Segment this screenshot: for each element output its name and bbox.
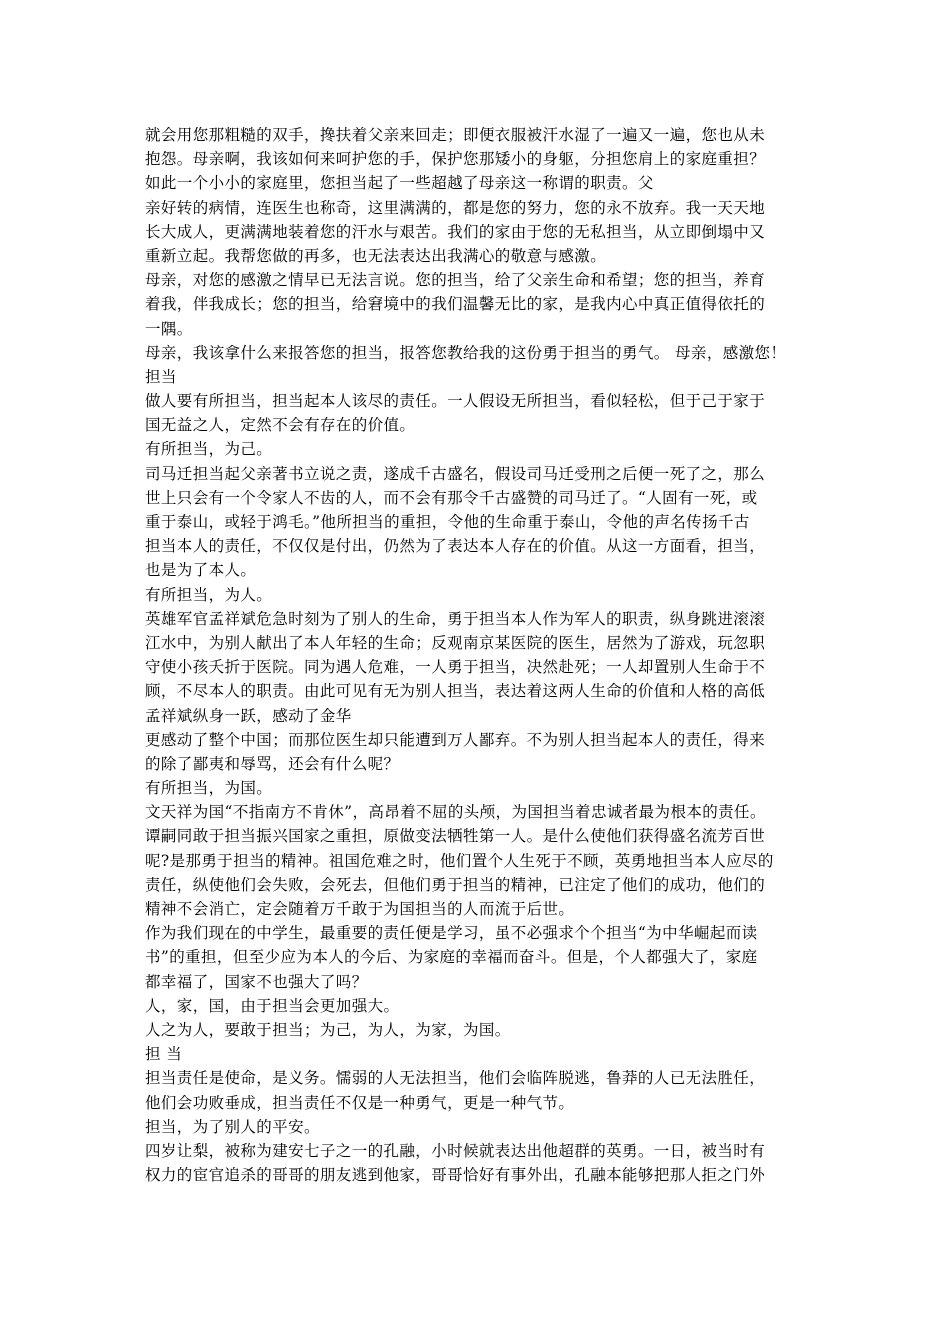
text-line: 书”的重担，但至少应为本人的今后、为家庭的幸福而奋斗。但是，个人都强大了，家庭 bbox=[145, 948, 758, 967]
text-line: 重新立起。我帮您做的再多，也无法表达出我满心的敬意与感激。 bbox=[145, 246, 607, 265]
text-line: 重于泰山，或轻于鸿毛。”他所担当的重担，令他的生命重于泰山，令他的声名传扬千古 bbox=[145, 513, 750, 531]
text-line: 孟祥斌纵身一跃，感动了金华 bbox=[145, 706, 352, 725]
text-line: 担当，为了别人的平安。 bbox=[145, 1117, 320, 1136]
text-line: 的除了鄙夷和辱骂，还会有什么呢？ bbox=[145, 754, 400, 773]
text-line: 谭嗣同敢于担当振兴国家之重担，原做变法牺牲第一人。是什么使他们获得盛名流芳百世 bbox=[145, 827, 766, 846]
text-line: 他们会功败垂成，担当责任不仅是一种勇气，更是一种气节。 bbox=[145, 1093, 575, 1112]
text-line: 抱怨。母亲啊，我该如何来呵护您的手，保护您那矮小的身躯，分担您肩上的家庭重担？ bbox=[145, 150, 766, 169]
text-line: 顾，不尽本人的职责。由此可见有无为别人担当，表达着这两人生命的价值和人格的高低 bbox=[145, 682, 766, 701]
text-line: 国无益之人，定然不会有存在的价值。 bbox=[145, 416, 416, 435]
text-line: 如此一个小小的家庭里，您担当起了一些超越了母亲这一称谓的职责。父 bbox=[145, 174, 654, 193]
text-line: 责任，纵使他们会失败，会死去，但他们勇于担当的精神，已注定了他们的成功，他们的 bbox=[145, 875, 766, 894]
text-line: 世上只会有一个令家人不齿的人，而不会有那令千古盛赞的司马迁了。“人固有一死，或 bbox=[145, 488, 758, 507]
text-line: 一隅。 bbox=[145, 319, 193, 338]
text-line: 着我，伴我成长；您的担当，给窘境中的我们温馨无比的家，是我内心中真正值得依托的 bbox=[145, 295, 766, 314]
text-line: 也是为了本人。 bbox=[145, 561, 257, 580]
text-line: 就会用您那粗糙的双手，搀扶着父亲来回走；即便衣服被汗水湿了一遍又一遍，您也从未 bbox=[145, 126, 766, 144]
text-line: 呢?是那勇于担当的精神。祖国危难之时，他们置个人生死于不顾，英勇地担当本人应尽的 bbox=[145, 851, 774, 870]
text-line: 人之为人，要敢于担当；为己，为人，为家，为国。 bbox=[145, 1020, 511, 1039]
text-line: 担当本人的责任，不仅仅是付出，仍然为了表达本人存在的价值。从这一方面看，担当， bbox=[145, 537, 766, 556]
text-line: 英雄军官孟祥斌危急时刻为了别人的生命，勇于担当本人作为军人的职责，纵身跳进滚滚 bbox=[145, 609, 766, 628]
text-line: 都幸福了，国家不也强大了吗？ bbox=[145, 972, 368, 991]
text-line: 有所担当，为己。 bbox=[145, 440, 273, 459]
text-line: 作为我们现在的中学生，最重要的责任便是学习，虽不必强求个个担当“为中华崛起而读 bbox=[145, 924, 758, 943]
text-line: 有所担当，为国。 bbox=[145, 779, 273, 798]
text-line: 有所担当，为人。 bbox=[145, 585, 273, 604]
text-line: 文天祥为国“不指南方不肯休”，高昂着不屈的头颅，为国担当着忠诚者最为根本的责任。 bbox=[145, 803, 766, 822]
text-line: 江水中，为别人献出了本人年轻的生命；反观南京某医院的医生，居然为了游戏，玩忽职 bbox=[145, 633, 766, 652]
text-line: 母亲，对您的感激之情早已无法言说。您的担当，给了父亲生命和希望；您的担当，养育 bbox=[145, 271, 766, 290]
text-line: 精神不会消亡，定会随着万千敢于为国担当的人而流于后世。 bbox=[145, 900, 575, 918]
text-line: 母亲，我该拿什么来报答您的担当，报答您教给我的这份勇于担当的勇气。 母亲，感激您！ bbox=[145, 343, 787, 362]
text-line: 权力的宦官追杀的哥哥的朋友逃到他家，哥哥恰好有事外出，孔融本能够把那人拒之门外 bbox=[145, 1166, 766, 1185]
text-line: 担 当 bbox=[145, 1045, 183, 1064]
text-line: 做人要有所担当，担当起本人该尽的责任。一人假设无所担当，看似轻松，但于己于家于 bbox=[145, 392, 766, 411]
text-line: 四岁让梨，被称为建安七子之一的孔融，小时候就表达出他超群的英勇。一日，被当时有 bbox=[145, 1141, 766, 1160]
text-line: 担当 bbox=[145, 367, 177, 386]
text-line: 长大成人，更满满地装着您的汗水与艰苦。我们的家由于您的无私担当，从立即倒塌中又 bbox=[145, 222, 766, 241]
text-line: 人，家，国，由于担当会更加强大。 bbox=[145, 996, 400, 1015]
text-line: 守使小孩夭折于医院。同为遇人危难，一人勇于担当，决然赴死；一人却置别人生命于不 bbox=[145, 658, 766, 677]
text-line: 亲好转的病情，连医生也称奇，这里满满的，都是您的努力，您的永不放弃。我一天天地 bbox=[145, 198, 766, 217]
text-line: 司马迁担当起父亲著书立说之责，遂成千古盛名，假设司马迁受刑之后便一死了之，那么 bbox=[145, 464, 766, 483]
text-line: 更感动了整个中国；而那位医生却只能遭到万人鄙弃。不为别人担当起本人的责任，得来 bbox=[145, 730, 766, 749]
text-line: 担当责任是使命，是义务。懦弱的人无法担当，他们会临阵脱逃，鲁莽的人已无法胜任， bbox=[145, 1069, 766, 1088]
document-body bbox=[145, 123, 825, 1187]
